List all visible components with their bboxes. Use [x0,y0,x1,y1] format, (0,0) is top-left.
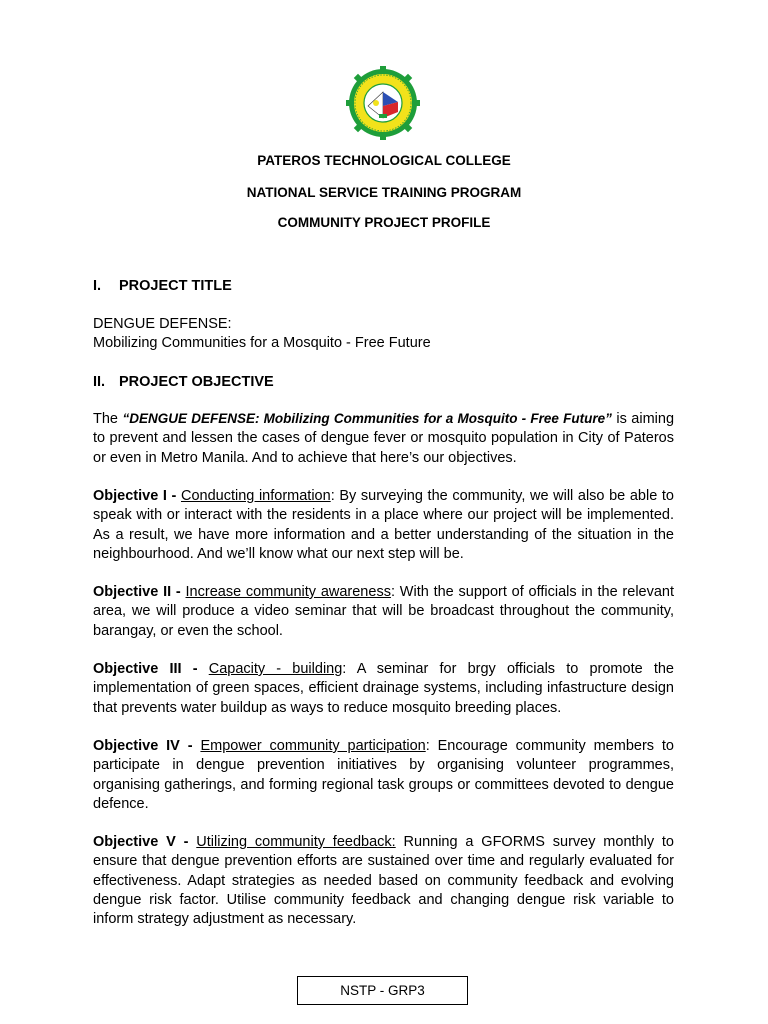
section-project-title-heading [93,277,232,295]
objective-separator: : [425,738,438,754]
intro-text: is aiming to prevent and lessen the cases of dengue fever or mosquito population in City of Pateros or even in Metro Manila. And to achieve that here’s our objectives. [93,411,675,466]
college-seal-icon [346,66,420,140]
program-name: NATIONAL SERVICE TRAINING PROGRAM [246,185,522,200]
section-project-objective-heading [93,373,274,391]
objective-label: Objective V - [93,834,197,850]
objective-text: Running a GFORMS survey monthly to ensure that dengue prevention efforts are sustained over time and regularly evaluated for effectiveness. Adapt strategies as needed based on community feedback and evolving dengue risk factor. Utilise community feedback and changing dengue risk variable to inform strategy adjustment as necessary. [93,834,674,928]
footer-group-label: NSTP - GRP3 [297,976,468,1005]
objective-separator: : [330,488,340,504]
project-title-line1: DENGUE DEFENSE: [93,316,232,332]
objective-text: By surveying the community, we will also be able to speak with or interact with the residents in a place where our project will be implemented. As a result, we have more information and a better understanding of the situation in the neighbourhood. And we’ll know what our next step will be. [93,488,674,562]
objective-paragraph [93,833,674,929]
college-name: PATEROS TECHNOLOGICAL COLLEGE [257,153,511,168]
objective-name: Utilizing community feedback: [196,834,396,850]
objective-name: Conducting information [180,488,331,504]
objective-paragraph [93,583,674,641]
objective-label: Objective I - [93,488,181,504]
objective-label: Objective III - [93,661,209,677]
objective-name: Empower community participation [200,738,426,754]
objective-text: With the support of officials in the relevant area, we will produce a video seminar that will be broadcast throughout the community, barangay, or even the school. [93,584,675,639]
section-heading: PROJECT OBJECTIVE [119,374,274,390]
objective-separator: : [390,584,400,600]
objective-name: Capacity - building [208,661,343,677]
objective-label: Objective IV - [93,738,201,754]
objective-separator [396,834,404,850]
objective-paragraph [93,737,674,814]
intro-quote: “DENGUE DEFENSE: Mobilizing Communities for a Mosquito - Free Future” [122,411,612,426]
section-heading: PROJECT TITLE [119,278,232,294]
document-type: COMMUNITY PROJECT PROFILE [277,215,491,230]
objective-text: A seminar for brgy officials to promote the implementation of green spaces, efficient drainage systems, including infastructure design that prevents water buildup as ways to reduce mosquito breeding places. [93,661,674,716]
objective-text: Encourage community members to participate in dengue prevention initiatives by organising volunteer programmes, organising gatherings, and forming regional task groups or committees devoted to dengue defence. [93,738,674,812]
objective-name: Increase community awareness [185,584,391,600]
section-number: I. [93,278,102,294]
objective-intro [93,409,674,468]
section-number: II. [93,374,106,390]
intro-prefix: The [93,411,123,427]
project-title-line2: Mobilizing Communities for a Mosquito - Free Future [93,335,431,352]
objective-separator: : [342,661,357,677]
objective-paragraph [93,660,674,718]
objective-paragraph [93,487,674,564]
project-title [93,315,674,354]
objective-label: Objective II - [93,584,186,600]
